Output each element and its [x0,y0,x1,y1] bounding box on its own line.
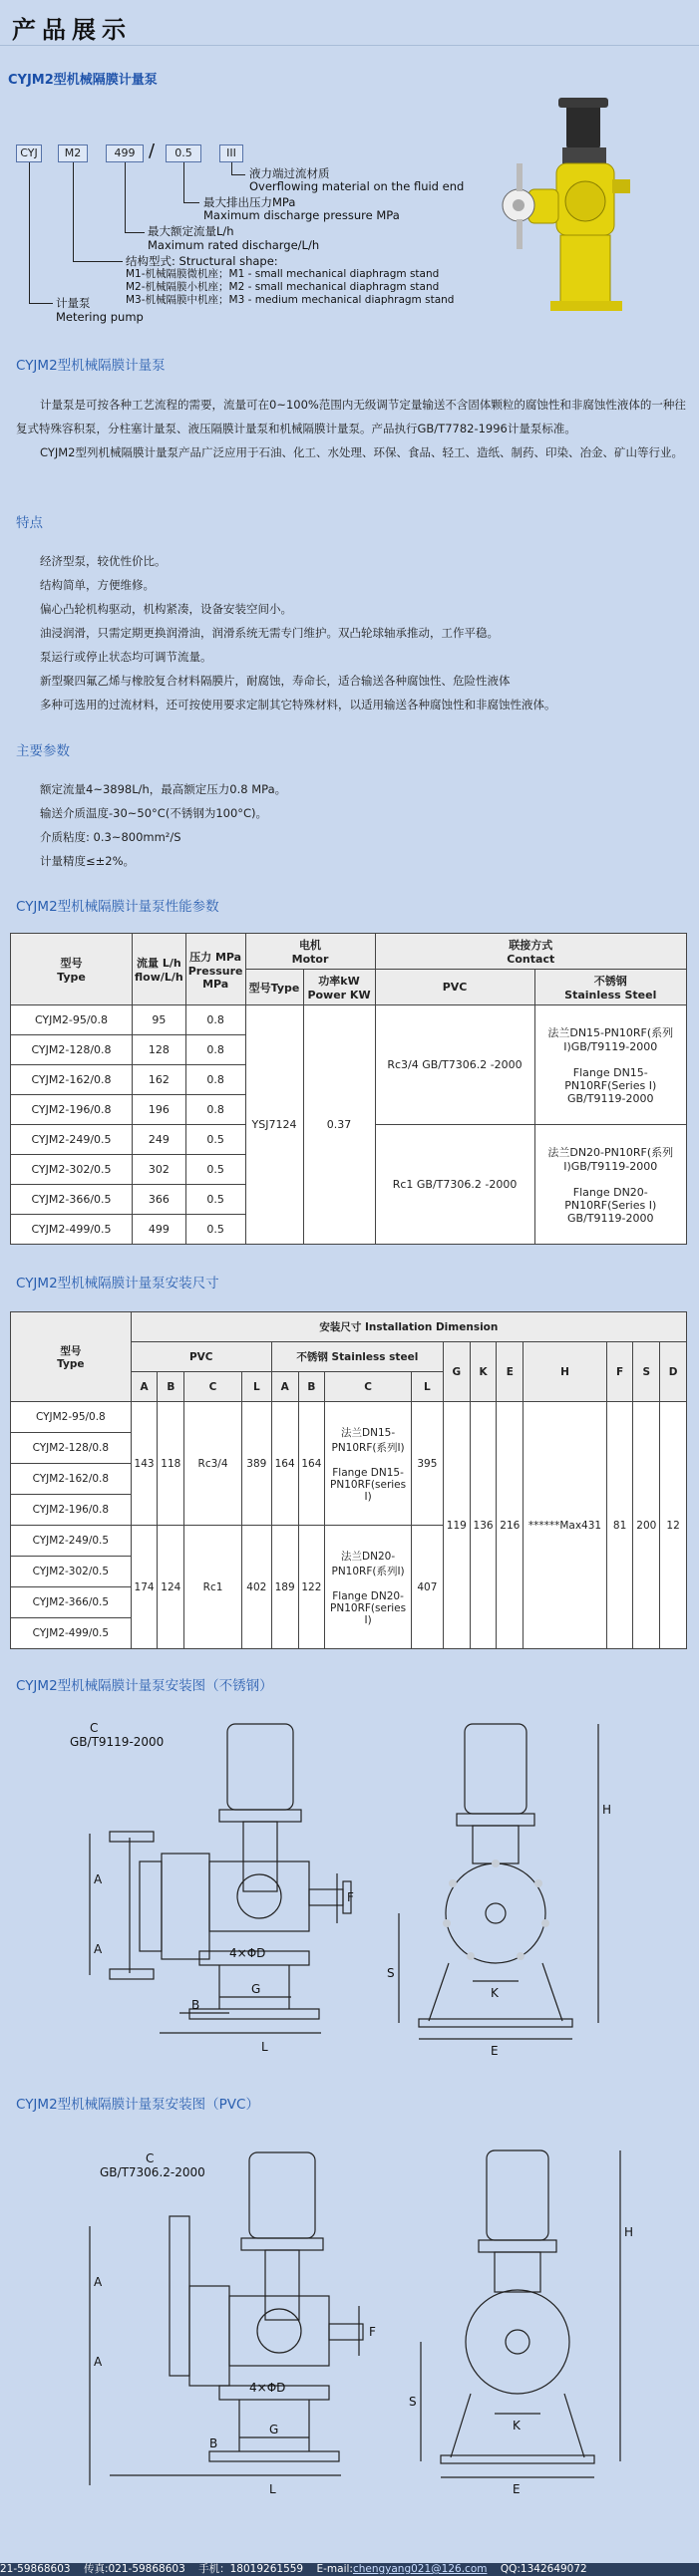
dims-cell: Rc3/4 [184,1402,242,1526]
footer-email-link[interactable]: chengyang021@126.com [352,2563,488,2575]
ann-structure-m1: M1-机械隔膜微机座；M1 - small mechanical diaphragm stand [126,268,440,280]
perf-cell-pressure: 0.8 [185,1065,245,1095]
ann-pump-en: Metering pump [56,310,144,324]
params-title: 主要参数 [16,743,70,759]
dims-cell: ******Max431 [524,1402,607,1649]
leader-structure-h [73,261,123,262]
leader-material-h [231,174,245,175]
dims-h-pvc: PVC [131,1342,271,1372]
param-item: 计量精度≤±2%。 [40,854,136,868]
dims-cell: 407 [411,1526,443,1649]
drawing1-std-code: GB/T9119-2000 [70,1735,165,1749]
leader-structure [73,162,74,261]
dims-cell: 124 [158,1526,184,1649]
drawing1-label-E: E [491,2044,499,2058]
drawing1-label-F: F [347,1890,354,1904]
perf-cell-pressure: 0.8 [185,1095,245,1125]
perf-h-pvc: PVC [375,970,534,1005]
dims-cell-model: CYJM2-95/0.8 [11,1402,132,1433]
dims-cell-model: CYJM2-162/0.8 [11,1464,132,1495]
drawing2-label-B: B [209,2436,218,2450]
dims-h-col: F [606,1342,633,1402]
dims-h-col: K [470,1342,497,1402]
drawing1-label-L: L [261,2040,268,2054]
ann-material-en: Overflowing material on the fluid end [249,179,465,193]
drawing1-title: CYJM2型机械隔膜计量泵安装图（不锈钢） [16,1678,273,1694]
drawing2-label-S: S [409,2395,417,2409]
dims-cell: Rc1 [184,1526,242,1649]
perf-cell-pressure: 0.5 [185,1155,245,1185]
perf-h-connect: 联接方式 Contact [375,934,686,970]
param-item: 输送介质温度-30~50°C(不锈钢为100°C)。 [40,806,268,820]
drawing1-label-G: G [251,1982,261,1996]
drawing-pvc [70,2137,668,2515]
dims-h-col: E [497,1342,524,1402]
code-box-structure: M2 [58,144,88,162]
ann-pump-cn: 计量泵 [56,296,91,310]
perf-h-power: 功率kW Power KW [303,970,375,1005]
perf-cell-pvc-b: Rc1 GB/T7306.2 -2000 [375,1125,534,1245]
perf-cell-flow: 196 [133,1095,186,1125]
perf-cell-power: 0.37 [303,1005,375,1245]
perf-cell-model: CYJM2-128/0.8 [11,1035,133,1065]
ann-material-cn: 液力端过流材质 [249,166,330,180]
perf-cell-model: CYJM2-249/0.5 [11,1125,133,1155]
dims-h-install: 安装尺寸 Installation Dimension [131,1312,686,1342]
dims-h-col: B [298,1372,325,1402]
intro-paragraph-2: CYJM2型列机械隔膜计量泵产品广泛应用于石油、化工、水处理、环保、食品、轻工、造纸、制药、印染、冶金、矿山等行业。 [40,445,683,459]
drawing1-label-S: S [387,1966,395,1980]
dims-cell: 164 [298,1402,325,1526]
code-slash: / [149,141,156,161]
code-box-series: CYJ [16,144,42,162]
footer-fax: 传真:021-59868603 [83,2563,185,2575]
dims-cell: 122 [298,1526,325,1649]
dimension-table [10,1311,687,1649]
dims-cell-model: CYJM2-128/0.8 [11,1433,132,1464]
dims-h-col: A [131,1372,158,1402]
dims-h-col: L [411,1372,443,1402]
drawing2-label-E: E [513,2482,521,2496]
perf-cell-pressure: 0.5 [185,1185,245,1215]
ann-flow-en: Maximum rated discharge/L/h [148,238,320,252]
perf-cell-pressure: 0.5 [185,1125,245,1155]
dims-cell: 402 [241,1526,271,1649]
perf-cell-model: CYJM2-366/0.5 [11,1185,133,1215]
perf-h-motor: 电机 Motor [245,934,375,970]
dims-cell: 119 [443,1402,470,1649]
dims-cell-model: CYJM2-196/0.8 [11,1495,132,1526]
leader-pump [29,162,30,303]
perf-cell-flow: 95 [133,1005,186,1035]
leader-material [231,162,232,174]
dims-h-col: B [158,1372,184,1402]
perf-cell-flow: 366 [133,1185,186,1215]
ann-structure-m2: M2-机械隔膜小机座；M2 - small mechanical diaphragm stand [126,281,440,293]
feature-item: 油浸润滑，只需定期更换润滑油，润滑系统无需专门维护。双凸轮球轴承推动，工作平稳。 [40,626,499,640]
page-title-bar [0,0,699,46]
dims-cell: 200 [633,1402,660,1649]
dims-cell: 法兰DN20-PN10RF(系列Ⅰ) Flange DN20-PN10RF(series I) [325,1526,412,1649]
drawing2-title: CYJM2型机械隔膜计量泵安装图（PVC） [16,2097,259,2113]
perf-cell-pressure: 0.5 [185,1215,245,1245]
dims-cell: 389 [241,1402,271,1526]
perf-title: CYJM2型机械隔膜计量泵性能参数 [16,899,219,915]
drawing1-std-label: C [90,1721,99,1735]
dims-title: CYJM2型机械隔膜计量泵安装尺寸 [16,1276,219,1291]
hero-heading: CYJM2型机械隔膜计量泵 [8,73,158,88]
feature-item: 多种可选用的过流材料，还可按使用要求定制其它特殊材料，以适用输送各种腐蚀性和非腐蚀性液体。 [40,698,556,712]
drawing1-label-D: 4×ΦD [229,1946,266,1960]
perf-cell-model: CYJM2-196/0.8 [11,1095,133,1125]
ann-structure-m3: M3-机械隔膜中机座；M3 - medium mechanical diaphragm stand [126,294,455,306]
drawing2-label-A: A [94,2275,103,2289]
drawing2-std-label: C [146,2151,155,2165]
dims-cell: 216 [497,1402,524,1649]
dims-cell: 164 [271,1402,298,1526]
drawing2-std-code: GB/T7306.2-2000 [100,2165,205,2179]
perf-cell-flow: 128 [133,1035,186,1065]
perf-cell-pvc-a: Rc3/4 GB/T7306.2 -2000 [375,1005,534,1125]
leader-flow [125,162,126,232]
leader-pressure [183,162,184,202]
feature-item: 偏心凸轮机构驱动，机构紧凑，设备安装空间小。 [40,602,292,616]
footer-qq: QQ:1342649072 [500,2563,587,2575]
ann-flow-cn: 最大额定流量L/h [148,224,234,238]
dims-cell: 174 [131,1526,158,1649]
dims-cell: 12 [660,1402,687,1649]
leader-flow-h [125,232,145,233]
perf-cell-flow: 249 [133,1125,186,1155]
dims-h-col: H [524,1342,607,1402]
dims-h-model: 型号 Type [11,1312,132,1402]
param-item: 额定流量4~3898L/h，最高额定压力0.8 MPa。 [40,782,287,796]
ann-pressure-cn: 最大排出压力MPa [203,195,296,209]
perf-cell-pressure: 0.8 [185,1035,245,1065]
perf-cell-model: CYJM2-499/0.5 [11,1215,133,1245]
footer-email-label: E-mail: [316,2563,353,2575]
intro-title: CYJM2型机械隔膜计量泵 [16,358,166,374]
ann-pressure-en: Maximum discharge pressure MPa [203,208,400,222]
dims-cell: 118 [158,1402,184,1526]
drawing2-label-D: 4×ΦD [249,2381,286,2395]
perf-h-motor-type: 型号Type [245,970,303,1005]
dims-h-col: A [271,1372,298,1402]
drawing2-label-G: G [269,2423,279,2436]
feature-item: 结构简单，方便维修。 [40,578,155,592]
feature-item: 新型聚四氟乙烯与橡胶复合材料隔膜片，耐腐蚀，寿命长，适合输送各种腐蚀性、危险性液体 [40,674,511,688]
dims-cell-model: CYJM2-366/0.5 [11,1587,132,1618]
leader-pump-h [29,303,53,304]
dims-h-col: L [241,1372,271,1402]
perf-cell-flow: 499 [133,1215,186,1245]
perf-cell-ss-a: 法兰DN15-PN10RF(系列Ⅰ)GB/T9119-2000 Flange DN15-PN10RF(Series I) GB/T9119-2000 [534,1005,686,1125]
drawing2-label-F: F [369,2325,376,2339]
features-title: 特点 [16,515,43,531]
ann-structure-title: 结构型式: Structural shape: [126,254,278,268]
perf-cell-flow: 302 [133,1155,186,1185]
footer-contact-bar [0,2563,699,2576]
dims-h-ss: 不锈钢 Stainless steel [271,1342,443,1372]
dims-cell: 法兰DN15-PN10RF(系列Ⅰ) Flange DN15-PN10RF(series I) [325,1402,412,1526]
drawing2-label-A2: A [94,2355,103,2369]
drawing-stainless [70,1714,668,2073]
page-title: 产品展示 [12,15,132,44]
perf-h-model: 型号 Type [11,934,133,1005]
intro-paragraph-1: 计量泵是可按各种工艺流程的需要，流量可在0~100%范围内无级调节定量输送不含固体颗粒的腐蚀性和非腐蚀性液体的一种往复式特殊容积泵，分柱塞计量泵、液压隔膜计量泵和机械隔膜计量泵。产品执行GB/T7782-1996计量泵标准。 [16,398,686,435]
drawing1-label-K: K [491,1986,499,2000]
dims-cell-model: CYJM2-499/0.5 [11,1618,132,1649]
param-item: 介质粘度: 0.3~800mm²/S [40,830,181,844]
performance-table [10,933,687,1245]
perf-h-pressure: 压力 MPa Pressure MPa [185,934,245,1005]
dims-h-col: S [633,1342,660,1402]
drawing2-label-H: H [624,2225,634,2239]
dims-cell-model: CYJM2-302/0.5 [11,1557,132,1587]
feature-item: 经济型泵，较优性价比。 [40,554,167,568]
dims-cell: 143 [131,1402,158,1526]
drawing1-label-B: B [191,1998,200,2012]
pump-product-illustration [489,94,678,323]
dims-cell-model: CYJM2-249/0.5 [11,1526,132,1557]
code-box-material: III [219,144,243,162]
dims-h-col: C [325,1372,412,1402]
code-box-pressure: 0.5 [166,144,201,162]
perf-cell-ss-b: 法兰DN20-PN10RF(系列Ⅰ)GB/T9119-2000 Flange DN20-PN10RF(Series I) GB/T9119-2000 [534,1125,686,1245]
perf-h-flow: 流量 L/h flow/L/h [133,934,186,1005]
dims-cell: 395 [411,1402,443,1526]
perf-h-ss: 不锈钢 Stainless Steel [534,970,686,1005]
drawing1-label-H: H [602,1803,612,1817]
dims-cell: 189 [271,1526,298,1649]
perf-cell-model: CYJM2-162/0.8 [11,1065,133,1095]
dims-cell: 81 [606,1402,633,1649]
footer-tel: 21-59868603 [0,2563,71,2575]
drawing2-label-L: L [269,2482,276,2496]
dims-cell: 136 [470,1402,497,1649]
perf-cell-pressure: 0.8 [185,1005,245,1035]
feature-item: 泵运行或停止状态均可调节流量。 [40,650,212,664]
perf-cell-motor-type: YSJ7124 [245,1005,303,1245]
drawing1-label-A2: A [94,1942,103,1956]
leader-pressure-h [183,202,199,203]
perf-cell-model: CYJM2-302/0.5 [11,1155,133,1185]
drawing2-label-K: K [513,2419,521,2433]
footer-mobile: 手机：18019261559 [198,2563,304,2575]
dims-h-col: D [660,1342,687,1402]
drawing1-label-A: A [94,1872,103,1886]
dims-h-col: G [443,1342,470,1402]
dims-h-col: C [184,1372,242,1402]
perf-cell-model: CYJM2-95/0.8 [11,1005,133,1035]
code-box-flow: 499 [106,144,144,162]
perf-cell-flow: 162 [133,1065,186,1095]
